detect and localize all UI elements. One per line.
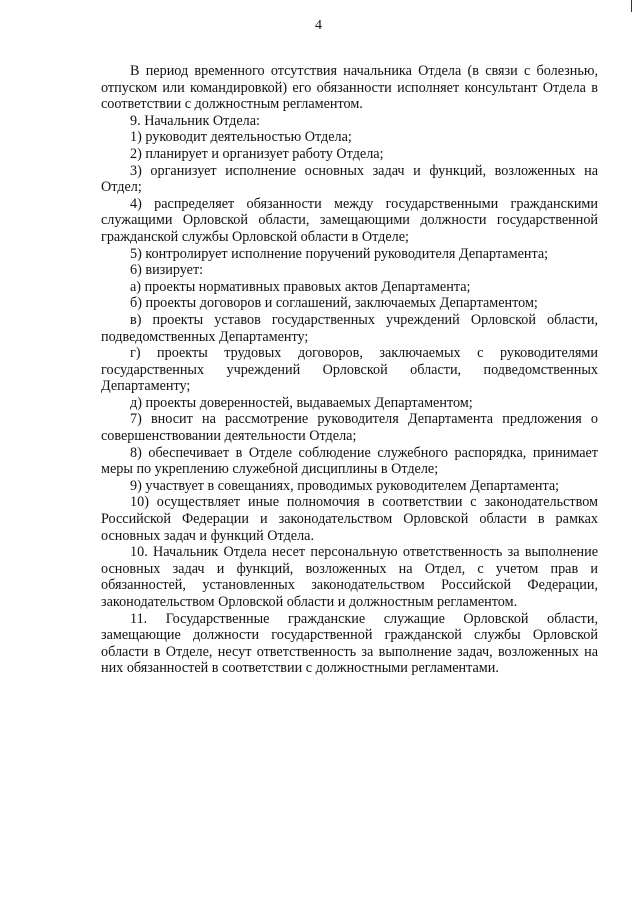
- list-item-9-2: 2) планирует и организует работу Отдела;: [130, 145, 384, 162]
- list-item-9-5: 5) контролирует исполнение поручений руководителя Департамента;: [130, 245, 549, 262]
- list-subitem-g: г) проекты трудовых договоров, заключаемых с руководителями государственных учреждений Орловской области, подведомственных Департаменту;: [101, 345, 598, 395]
- list-item-9-7: 7) вносит на рассмотрение руководителя Департамента предложения о совершенствовании деятельности Отдела;: [101, 411, 598, 445]
- list-subitem-d: д) проекты доверенностей, выдаваемых Департаментом;: [130, 394, 473, 411]
- list-item-9-6: 6) визирует:: [130, 262, 204, 279]
- list-subitem-v: в) проекты уставов государственных учреждений Орловской области, подведомственных Департаменту;: [101, 311, 598, 345]
- list-item-9-1: 1) руководит деятельностью Отдела;: [130, 129, 352, 146]
- list-item-9-3: 3) организует исполнение основных задач и функций, возложенных на Отдел;: [101, 162, 598, 196]
- list-item-9-10: 10) осуществляет иные полномочия в соответствии с законодательством Российской Федерации и законодательством Орловской области в рамках основных задач и функций Отдела.: [101, 494, 598, 544]
- scan-edge-mark: [631, 0, 632, 12]
- paragraph-section-9-heading: 9. Начальник Отдела:: [130, 112, 260, 129]
- page-number: 4: [315, 18, 322, 33]
- paragraph-section-11: 11. Государственные гражданские служащие Орловской области, замещающие должности государственной гражданской службы Орловской области в Отделе, несут ответственность за выполнение задач, возложенных на них обязанностей в соответствии с должностными регламентами.: [101, 610, 598, 677]
- paragraph-section-10: 10. Начальник Отдела несет персональную ответственность за выполнение основных задач и функций, возложенных на Отдел, с учетом прав и обязанностей, установленных законодательством Российской Федерации, законодательством Орловской области и должностным регламентом.: [101, 544, 598, 610]
- list-item-9-8: 8) обеспечивает в Отделе соблюдение служебного распорядка, принимает меры по укреплению служебной дисциплины в Отделе;: [101, 444, 598, 478]
- list-subitem-a: а) проекты нормативных правовых актов Департамента;: [130, 278, 471, 295]
- list-item-9-9: 9) участвует в совещаниях, проводимых руководителем Департамента;: [130, 477, 560, 494]
- paragraph-temporary-absence: В период временного отсутствия начальника Отдела (в связи с болезнью, отпуском или командировкой) его обязанности исполняет консультант Отдела в соответствии с должностным регламентом.: [101, 63, 598, 113]
- list-item-9-4: 4) распределяет обязанности между государственными гражданскими служащими Орловской области, замещающими должности государственной гражданской службы Орловской области в Отделе;: [101, 195, 598, 245]
- list-subitem-b: б) проекты договоров и соглашений, заключаемых Департаментом;: [130, 295, 538, 312]
- document-body: [101, 63, 598, 677]
